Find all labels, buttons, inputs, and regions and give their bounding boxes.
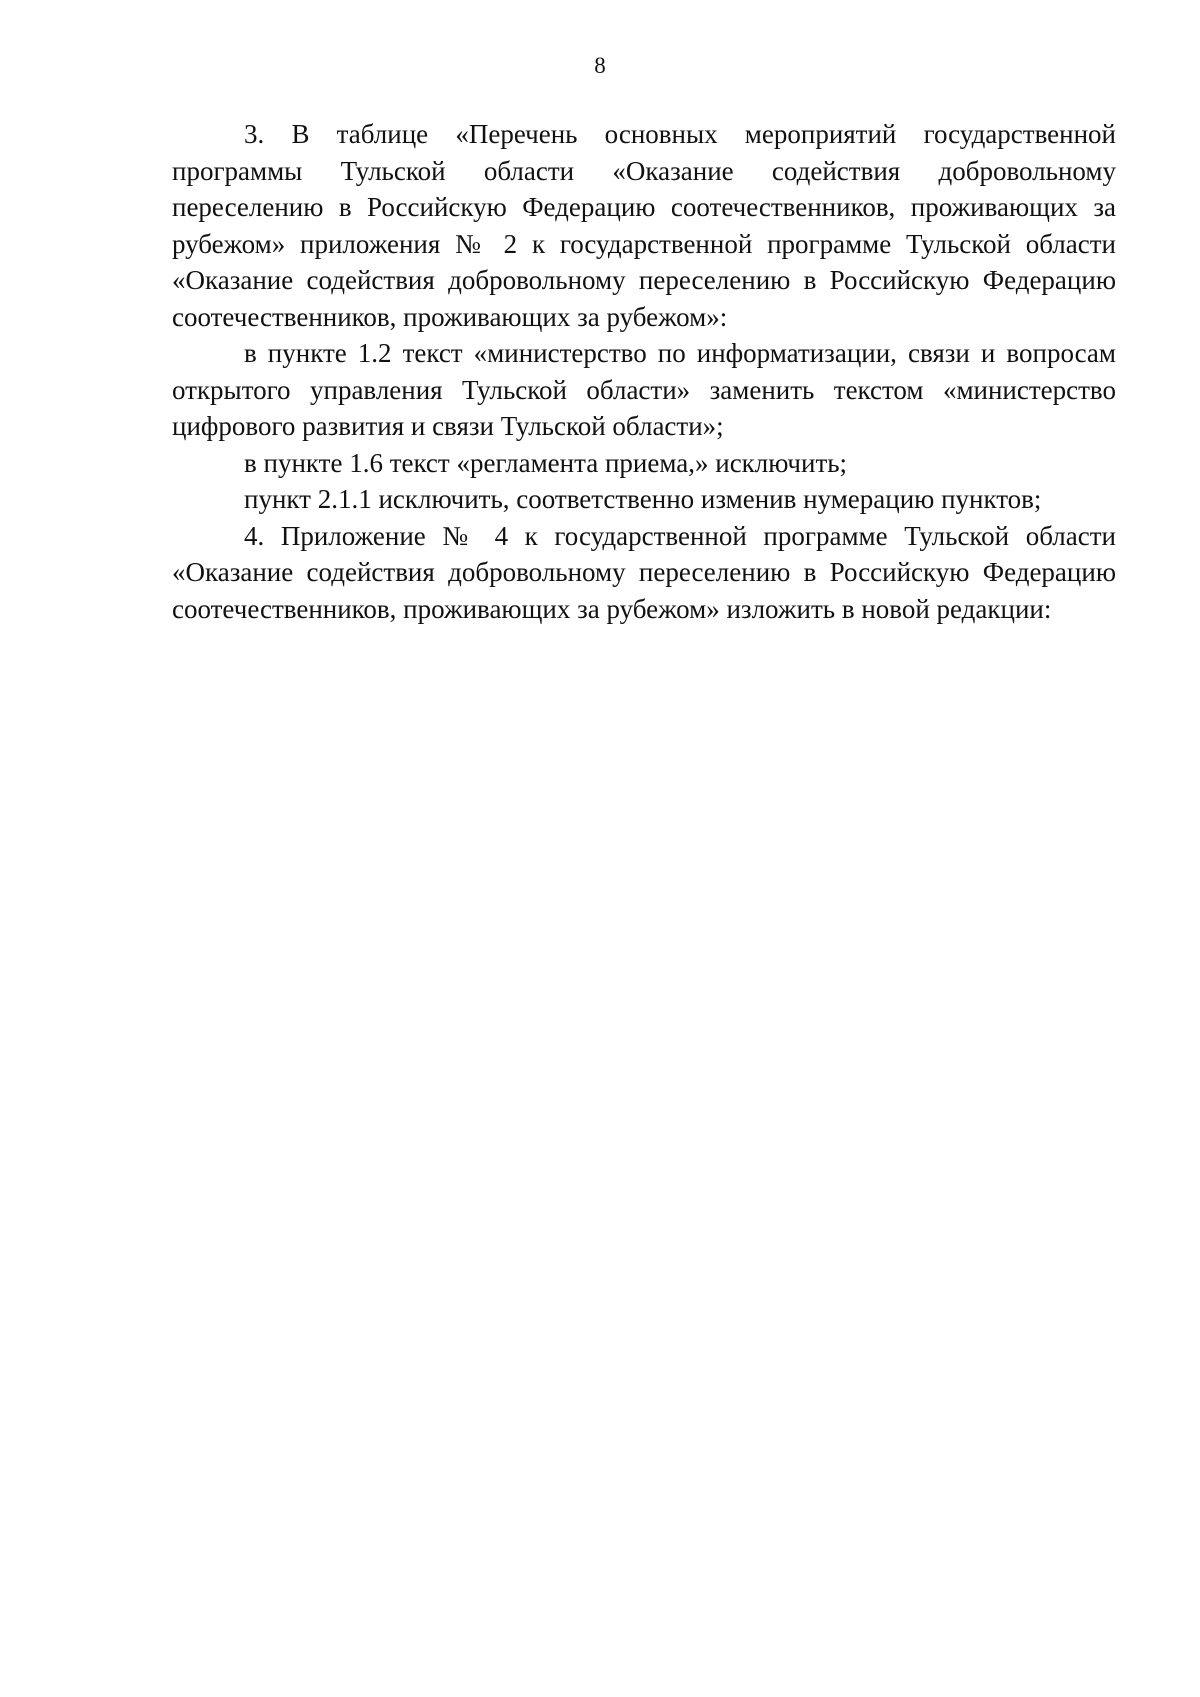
document-body [172, 116, 1116, 627]
page-number: 8 [594, 53, 606, 78]
paragraph-item-4: 4. Приложение № 4 к государственной программе Тульской области «Оказание содействия добровольному переселению в Российскую Федерацию соотечественников, проживающих за рубежом» изложить в новой редакции: [172, 520, 1116, 624]
paragraph-point-1-2: в пункте 1.2 текст «министерство по информатизации, связи и вопросам открытого управления Тульской области» заменить текстом «министерство цифрового развития и связи Тульской области»; [172, 338, 1116, 441]
paragraph-point-2-1-1: пункт 2.1.1 исключить, соответственно изменив нумерацию пунктов; [244, 484, 1042, 514]
paragraph-item-3: 3. В таблице «Перечень основных мероприятий государственной программы Тульской области «Оказание содействия добровольному переселению в Российскую Федерацию соотечественников, проживающих за рубежом» приложения № 2 к государственной программе Тульской области «Оказание содействия добровольному переселению в Российскую Федерацию соотечественников, проживающих за рубежом»: [172, 119, 1116, 332]
paragraph-point-1-6: в пункте 1.6 текст «регламента приема,» исключить; [244, 447, 848, 478]
